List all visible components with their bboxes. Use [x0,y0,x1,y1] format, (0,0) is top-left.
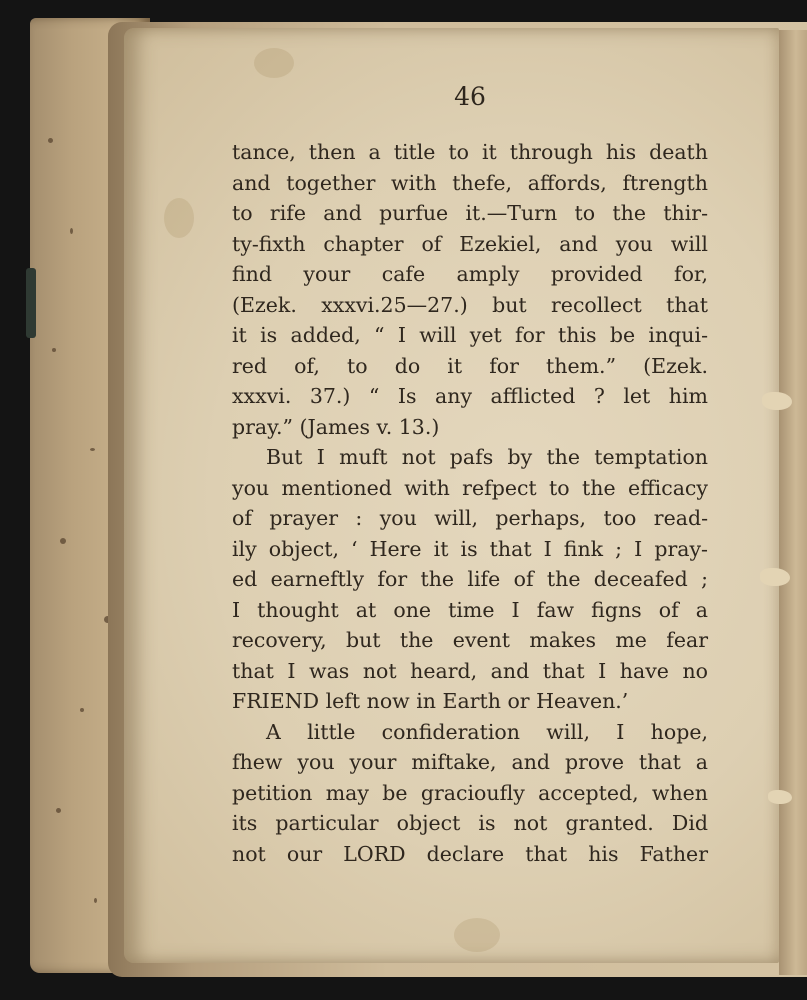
text-line: (Ezek. xxxvi.25—27.) but recollect that [232,292,708,317]
text-line: ed earneftly for the life of the deceafed ; [232,567,708,591]
text-line: pray.” (James v. 13.) [232,414,440,439]
cover-speck [90,448,95,451]
text-line: red of, to do it for them.” (Ezek. [232,353,708,378]
page-tear [762,392,792,410]
text-line: to rife and purfue it.—Turn to the thir- [232,201,708,225]
page-stain [454,918,500,952]
text-line: find your cafe amply provided for, [232,262,708,286]
text-line: petition may be gracioufly accepted, when [232,780,708,805]
text-line: tance, then a title to it through his death [232,140,708,164]
text-line: it is added, “ I will yet for this be inqui- [232,323,708,347]
cover-spine-strip [26,268,36,338]
text-line: FRIEND left now in Earth or Heaven.’ [232,689,629,713]
text-line: of prayer : you will, perhaps, too read- [232,506,708,530]
page-tear [760,568,790,586]
text-line: But I muft not pafs by the temptation [266,445,708,469]
text-line: fhew you your miftake, and prove that a [232,750,708,774]
text-line: not our LORD declare that his Father [232,841,708,866]
page-stain [254,48,294,78]
cover-speck [94,898,97,903]
cover-speck [60,538,66,544]
page-text [232,137,708,869]
page-number: 46 [454,82,486,111]
text-line: A little confideration will, I hope, [266,719,708,744]
text-line: xxxvi. 37.) “ Is any afflicted ? let him [232,384,708,408]
text-line: recovery, but the event makes me fear [232,628,708,652]
cover-speck [52,348,56,352]
text-line: ty-fixth chapter of Ezekiel, and you will [232,231,708,256]
text-line: that I was not heard, and that I have no [232,658,708,683]
page-tear [768,790,792,804]
cover-speck [56,808,61,813]
text-line: and together with thefe, affords, ftrength [232,170,708,195]
text-line: you mentioned with refpect to the efficacy [232,475,708,500]
cover-speck [80,708,84,712]
text-line: its particular object is not granted. Did [232,811,708,835]
text-line: ily object, ‘ Here it is that I fink ; I pray- [232,536,708,561]
facing-page-edge [779,30,807,975]
page-stain [164,198,194,238]
cover-speck [70,228,73,234]
cover-speck [48,138,53,143]
text-line: I thought at one time I faw figns of a [232,597,708,622]
